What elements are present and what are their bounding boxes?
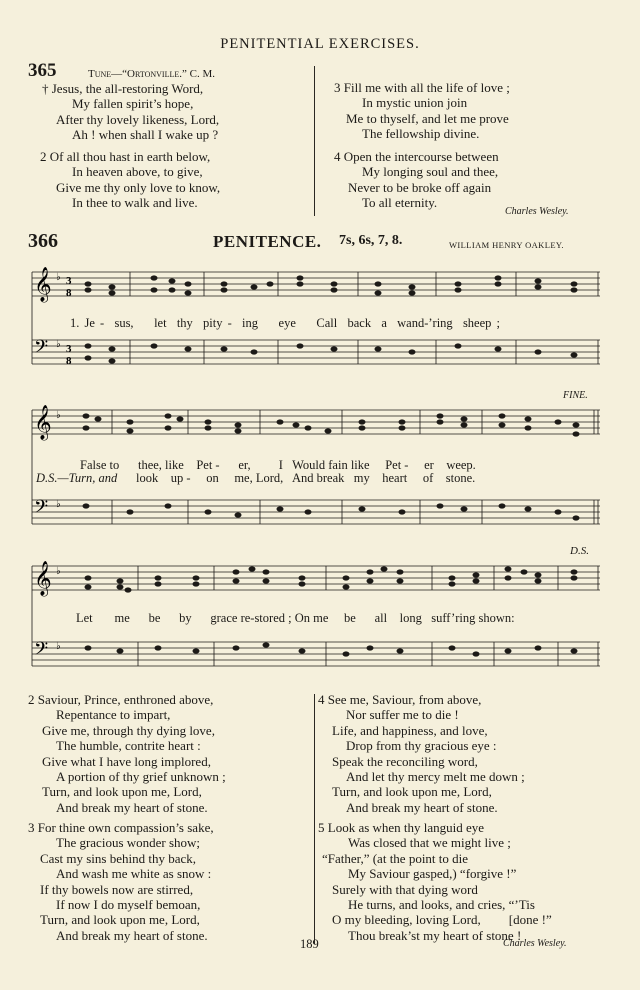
lyric: long <box>399 611 422 625</box>
lyric: Would fain like <box>292 458 370 472</box>
lyric: er, <box>238 458 251 472</box>
stanza-line: 2 Saviour, Prince, enthroned above, <box>28 692 214 707</box>
stanza-line: [done !” <box>508 912 552 928</box>
flat-icon: ♭ <box>56 641 61 652</box>
lyric: let <box>154 316 167 330</box>
lyric: all <box>374 611 388 625</box>
lyric: er <box>424 458 434 472</box>
lyric: be <box>148 611 161 625</box>
lyric: thee, like <box>137 458 184 472</box>
treble-clef-icon: 𝄞 <box>34 405 52 440</box>
hymn-366-composer: WILLIAM HENRY OAKLEY. <box>449 240 564 250</box>
treble-staff <box>32 272 600 296</box>
fine-label: FINE. <box>563 390 588 401</box>
hymn-366-title: PENITENCE. <box>213 232 322 251</box>
stanza-line: 4 See me, Saviour, from above, <box>318 692 482 707</box>
stanza-line: Speak the reconciling word, <box>332 753 478 769</box>
stanza-line: And break my heart of stone. <box>346 799 498 815</box>
stanza-line: “Father,” (at the point to die <box>322 850 469 866</box>
column-divider <box>314 694 315 944</box>
stanza-line: Was closed that we might live ; <box>348 835 511 851</box>
time-signature: 8 <box>66 355 72 367</box>
lyric: on <box>206 471 219 485</box>
lyric: by <box>179 611 192 625</box>
lyric: me, Lord, <box>234 471 284 485</box>
lyric: a <box>381 316 387 330</box>
stanza-line: 3 For thine own compassion’s sake, <box>28 820 214 835</box>
lyric: sheep ; <box>462 316 500 330</box>
stanza-line: Ah ! when shall I wake up ? <box>72 127 219 143</box>
treble-staff <box>32 410 600 434</box>
time-signature: 3 <box>66 275 72 287</box>
hymn-366-stanza-4 <box>318 692 525 815</box>
stanza-line: 3 Fill me with all the life of love ; <box>334 80 510 95</box>
stanza-line: The humble, contrite heart : <box>56 738 201 754</box>
lyric: On me <box>294 611 329 625</box>
hymn-365-author: Charles Wesley. <box>505 206 569 217</box>
lyric: grace re-stored ; <box>210 611 292 625</box>
lyric: heart <box>382 471 408 485</box>
lyric: up - <box>170 471 191 485</box>
system-2-lyrics-b <box>36 471 475 486</box>
hymn-365-stanza-1 <box>36 81 219 143</box>
stanza-line: Turn, and look upon me, Lord, <box>332 784 492 800</box>
stanza-line: My longing soul and thee, <box>362 164 499 180</box>
stanza-line: In heaven above, to give, <box>72 164 203 180</box>
lyric: Pet - <box>385 458 409 472</box>
stanza-line: Me to thyself, and let me prove <box>346 110 509 126</box>
lyric: thy <box>176 316 193 330</box>
stanza-line: O my bleeding, loving Lord, <box>332 912 481 928</box>
flat-icon: ♭ <box>56 410 61 421</box>
lyric: my <box>353 471 370 485</box>
stanza-line: The fellowship divine. <box>362 126 480 142</box>
bass-clef-icon: 𝄢 <box>34 639 49 664</box>
treble-clef-icon: 𝄞 <box>34 267 52 302</box>
ds-label: D.S. <box>570 545 589 557</box>
lyric: of <box>422 471 434 485</box>
lyric: 1. Je - <box>70 316 105 330</box>
stanza-line: And break my heart of stone. <box>56 927 208 943</box>
hymn-365-stanza-4 <box>334 149 499 211</box>
stanza-line: Turn, and look upon me, Lord, <box>40 912 200 928</box>
stanza-line: My fallen spirit’s hope, <box>72 96 194 112</box>
page-header: PENITENTIAL EXERCISES. <box>220 36 420 52</box>
hymn-366-stanza-3 <box>28 820 214 943</box>
lyric: pity - <box>203 316 232 330</box>
stanza-line: Cast my sins behind thy back, <box>40 850 196 866</box>
lyric: Pet - <box>196 458 220 472</box>
lyric: weep. <box>446 458 476 472</box>
hymn-366-stanza-2 <box>28 692 226 815</box>
stanza-line: And wash me white as snow : <box>56 866 212 882</box>
stanza-line: Drop from thy gracious eye : <box>346 738 497 754</box>
flat-icon: ♭ <box>56 499 61 510</box>
system-3-lyrics <box>76 611 515 626</box>
lyric: wand-’ring <box>397 316 453 330</box>
stanza-line: Surely with that dying word <box>332 881 478 897</box>
bass-staff <box>32 642 600 666</box>
stanza-line: After thy lovely likeness, Lord, <box>56 111 220 127</box>
lyric: And break <box>291 471 345 485</box>
stanza-line: 2 Of all thou hast in earth below, <box>40 149 211 164</box>
hymn-365-tune: Tune—“Ortonville.” C. M. <box>88 68 215 80</box>
stanza-line: Nor suffer me to die ! <box>346 707 459 723</box>
lyric: me <box>114 611 130 625</box>
flat-icon: ♭ <box>56 339 61 350</box>
stanza-line: My Saviour gasped,) “forgive !” <box>348 866 517 882</box>
stanza-line: 4 Open the intercourse between <box>334 149 499 164</box>
bass-staff <box>32 340 600 364</box>
stanza-line: Life, and happiness, and love, <box>332 722 488 738</box>
lyric: suff’ring shown: <box>431 611 515 625</box>
hymn-366-author: Charles Wesley. <box>503 938 567 949</box>
lyric: eye <box>278 316 296 330</box>
lyric: I <box>278 458 283 472</box>
lyric: stone. <box>445 471 476 485</box>
stanza-line: The gracious wonder show; <box>56 835 201 851</box>
flat-icon: ♭ <box>56 272 61 283</box>
stanza-line: Turn, and look upon me, Lord, <box>42 784 202 800</box>
stanza-line: Thou break’st my heart of stone ! <box>348 927 522 943</box>
lyric: look <box>136 471 159 485</box>
stanza-line: If now I do myself bemoan, <box>56 897 201 913</box>
lyric: sus, <box>114 316 134 330</box>
lyric: ing <box>242 316 259 330</box>
stanza-line: Never to be broke off again <box>348 179 492 195</box>
drop-mark: † <box>42 81 52 96</box>
stanza-line: A portion of thy grief unknown ; <box>56 769 226 785</box>
hymn-365-stanza-3 <box>334 80 510 142</box>
stanza-line: 5 Look as when thy languid eye <box>318 820 485 835</box>
lyric: Let <box>76 611 93 625</box>
stanza-line: In thee to walk and live. <box>72 195 198 211</box>
column-divider <box>314 66 315 216</box>
stanza-line: Give me, through thy dying love, <box>42 722 215 738</box>
lyric: D.S.—Turn, and <box>36 471 118 485</box>
lyric: False to <box>80 458 120 472</box>
stanza-line: He turns, and looks, and cries, “’Tis <box>348 897 535 913</box>
treble-clef-icon: 𝄞 <box>34 561 52 596</box>
stanza-line: In mystic union join <box>362 95 468 111</box>
lyric: Call <box>316 316 338 330</box>
hymn-365-number: 365 <box>28 60 57 81</box>
hymn-366-stanza-5 <box>318 820 552 943</box>
stanza-line: Jesus, the all-restoring Word, <box>51 81 204 96</box>
lyric: be <box>344 611 356 625</box>
stanza-line: To all eternity. <box>362 195 438 211</box>
stanza-line: And break my heart of stone. <box>56 799 208 815</box>
system-1-lyrics <box>70 316 500 331</box>
hymn-366-number: 366 <box>28 230 58 252</box>
stanza-line: Repentance to impart, <box>56 707 171 723</box>
hymn-365-stanza-2 <box>40 149 220 211</box>
bass-clef-icon: 𝄢 <box>34 337 49 362</box>
time-signature: 3 <box>66 343 72 355</box>
flat-icon: ♭ <box>56 566 61 577</box>
bass-clef-icon: 𝄢 <box>34 497 49 522</box>
stanza-line: If thy bowels now are stirred, <box>40 881 194 897</box>
hymn-366-meter: 7s, 6s, 7, 8. <box>339 233 403 248</box>
stanza-line: Give what I have long implored, <box>42 753 211 769</box>
page-number: 189 <box>300 937 319 951</box>
stanza-line: And let thy mercy melt me down ; <box>346 769 525 785</box>
lyric: back <box>347 316 372 330</box>
time-signature: 8 <box>66 287 72 299</box>
stanza-line: Give me thy only love to know, <box>56 179 221 195</box>
bass-staff <box>32 500 600 524</box>
